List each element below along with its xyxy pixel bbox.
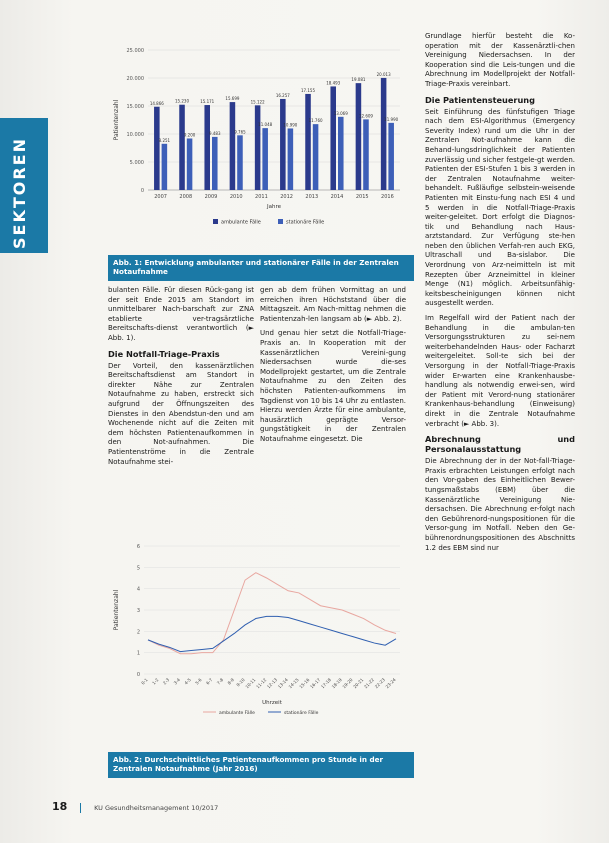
paragraph: Grundlage hierfür besteht die Ko-operation mit der Kassenärztli-chen Vereinigung Niedersachsen. In der Kooperation sind die Leis-tungen und die Abrechnung im Modellprojekt der Notfall-Triage-Praxis vereinbart. [425, 32, 575, 88]
bar-value-label: 9.200 [183, 132, 196, 138]
x-axis-label: Jahre [266, 204, 282, 210]
x-tick-label: 9-10 [235, 677, 246, 688]
bar-value-label: 11.048 [258, 122, 273, 128]
bar-value-label: 15.122 [250, 99, 265, 105]
bar-value-label: 19.081 [351, 77, 366, 83]
bar-value-label: 13.069 [333, 110, 348, 116]
bar-value-label: 8.251 [158, 137, 171, 143]
paragraph: Die Abrechnung der in der Not-fall-Triage-Praxis erbrachten Leistungen erfolgt nach den Vor-gaben des Einheitlichen Bewer-tungsmaßstabs (EBM) über die Kassenärztliche Vereinigung Nie-dersachsen. Die Abrechnung er-folgt nach den Gebührenord-nungspositionen für die Versor-gung im Notfall. Neben den Ge-bührenordnungspositionen des Abschnitts 1.2 des EBM sind nur [425, 457, 575, 552]
x-tick-label: 14-15 [287, 677, 300, 690]
bar-chart-figure-1 [108, 38, 408, 248]
paragraph: Seit Einführung des fünfstufigen Triage nach dem ESI-Algorithmus (Emergency Severity Index) rund um die Uhr in der Zentralen Not-aufnahme kann die Behand-lungsdringlichkeit der Patienten zuverlässig und sicher festgele-gt werden. Patienten der ESI-Stufen 1 bis 3 werden in der Zentralen Notaufnahme weiter-behandelt. Fußläufige selbstein-weisende Patienten mit Einstu-fung nach ESI 4 und 5 werden in die Notfall-Triage-Praxis weiter-geleitet. Dort erfolgt die Diagnos-tik und Behandlung nach Haus-arztstandard. Zur Verfügung ste-hen neben den üblichen Verfah-ren auch EKG, Ultraschall und Ba-sislabor. Die Verordnung von Arz-neimitteln ist mit Rezepten über Arzneimittel in kleiner Menge (N1) möglich. Arbeitsunfähig-keitsbescheinigungen können nicht ausgestellt werden. [425, 107, 575, 308]
bar-stationaer [363, 119, 369, 190]
x-tick-label: 3-4 [172, 677, 182, 686]
bar-value-label: 15.171 [200, 99, 215, 105]
x-tick-label: 2-3 [161, 677, 171, 686]
x-tick-label: 10-11 [244, 677, 257, 690]
page-footer [52, 800, 218, 813]
x-tick-label: 2012 [280, 194, 293, 200]
legend-label: ambulante Fälle [219, 711, 255, 716]
bar-stationaer [187, 138, 193, 190]
x-tick-label: 22-23 [373, 677, 386, 690]
x-tick-label: 2016 [381, 194, 394, 200]
figure-2-caption: Abb. 2: Durchschnittliches Patientenaufkommen pro Stunde in der Zentralen Notaufnahme (Jahr 2016) [108, 752, 414, 778]
y-tick-label: 0 [136, 672, 140, 678]
bar-value-label: 14.866 [149, 100, 164, 106]
bar-value-label: 10.990 [283, 122, 298, 128]
x-tick-label: 15-16 [298, 677, 311, 690]
publication-name: KU Gesundheitsmanagement 10/2017 [94, 804, 219, 812]
text-column-c [425, 32, 575, 558]
x-tick-label: 2010 [229, 194, 243, 200]
x-tick-label: 12-13 [265, 677, 279, 690]
bar-ambulant [330, 86, 336, 190]
x-tick-label: 0-1 [140, 677, 149, 686]
bar-stationaer [212, 137, 218, 190]
bar-ambulant [280, 99, 286, 190]
x-tick-label: 4-5 [183, 677, 192, 686]
x-tick-label: 5-6 [194, 677, 203, 686]
bar-value-label: 17.155 [301, 87, 316, 93]
x-tick-label: 20-21 [352, 677, 365, 690]
bar-value-label: 9.765 [234, 129, 246, 135]
section-heading: Abrechnung und Personalausstattung [425, 434, 575, 455]
legend-swatch-ambulant [213, 219, 218, 224]
bar-stationaer [262, 128, 268, 190]
bar-stationaer [288, 128, 294, 190]
x-tick-label: 2013 [305, 194, 319, 200]
y-tick-label: 1 [136, 650, 140, 657]
x-tick-label: 6-7 [205, 677, 214, 686]
paragraph: Im Regelfall wird der Patient nach der Behandlung in die ambulan-ten Versorgungsstrukturen zu sei-nem weiterbehandelnden Haus- oder Facharzt weitergeleitet. Soll-te sich bei der Versorgung in der Notfall-Triage-Praxis wider Er-warten eine Krankenhausbe-handlung als notwendig erwei-sen, wird der Patient mit Verord-nung stationärer Krankenhaus-behandlung (Einweisung) direkt in die Zentrale Notaufnahme verbracht (► Abb. 3). [425, 314, 575, 428]
section-heading: Die Patientensteuerung [425, 94, 535, 105]
x-tick-label: 17-18 [319, 677, 333, 690]
x-tick-label: 18-19 [330, 677, 343, 690]
paragraph: gen ab dem frühen Vormittag an und erreichen ihren Höchststand über die Mittagszeit. Am Nach-mittag nehmen die Patientenzah-len langsam ab (► Abb. 2). [260, 286, 406, 323]
x-tick-label: 21-22 [362, 677, 376, 690]
y-axis-label: Patientenzahl [113, 589, 120, 631]
x-tick-label: 2008 [179, 194, 193, 200]
x-tick-label: 11-12 [255, 677, 268, 690]
x-tick-label: 2014 [330, 194, 344, 200]
section-label: SEKTOREN [10, 136, 29, 249]
bar-ambulant [305, 94, 311, 190]
y-axis-label: Patientenzahl [113, 99, 120, 141]
bar-ambulant [179, 105, 185, 190]
x-axis-label: Uhrzeit [262, 700, 282, 706]
x-tick-label: 23-24 [384, 677, 397, 690]
bar-ambulant [356, 83, 362, 190]
x-tick-label: 2015 [355, 194, 369, 200]
y-tick-label: 2 [136, 629, 140, 636]
line-series [148, 616, 396, 651]
bar-value-label: 12.609 [358, 113, 373, 119]
bar-value-label: 16.257 [275, 92, 290, 98]
figure-1-caption: Abb. 1: Entwicklung ambulanter und stationärer Fälle in der Zentralen Notaufnahme [108, 255, 414, 281]
legend-swatch-stationaer [278, 219, 283, 224]
bar-stationaer [338, 117, 344, 190]
y-tick-label: 15.000 [126, 104, 144, 110]
text-column-a [108, 286, 254, 472]
bar-value-label: 11.990 [384, 116, 399, 122]
paragraph: Und genau hier setzt die Notfall-Triage-Praxis an. In Kooperation mit der Kassenärztlichen Vereini-gung Niedersachsen wurde die-ses Modellprojekt gestartet, um die Zentrale Notaufnahme zu den Zeiten des höchsten Patienten-aufkommens im Tagdienst von 10 bis 14 Uhr zu entlasten. Hierzu werden Ärzte für eine ambulante, hausärztlich geprägte Versor-gungstätigkeit in der Zentralen Notaufnahme eingesetzt. Die [260, 329, 406, 443]
bar-value-label: 9.483 [209, 130, 221, 136]
bar-stationaer [162, 144, 168, 190]
paragraph: bulanten Fälle. Für diesen Rück-gang ist der seit Ende 2015 am Standort im unmittelbarer Nach-barschaft zur ZNA etablierte ver-tragsärztliche Bereitschafts-dienst verantwortlich (► Abb. 1). [108, 286, 254, 342]
x-tick-label: 2011 [255, 194, 268, 200]
x-tick-label: 13-14 [276, 677, 289, 690]
bar-stationaer [388, 123, 394, 190]
bar-value-label: 15.699 [225, 96, 240, 102]
bar-value-label: 15.230 [175, 98, 190, 104]
text-column-b [260, 286, 406, 450]
y-tick-label: 25.000 [126, 48, 144, 54]
bar-ambulant [381, 78, 387, 190]
legend-label: stationäre Fälle [286, 219, 325, 226]
y-tick-label: 0 [140, 188, 144, 194]
x-tick-label: 7-8 [215, 677, 225, 686]
bar-value-label: 18.493 [326, 80, 341, 86]
bar-stationaer [237, 135, 243, 190]
y-tick-label: 10.000 [126, 132, 144, 138]
y-tick-label: 5 [136, 565, 140, 572]
bar-stationaer [313, 124, 319, 190]
x-tick-label: 2007 [154, 194, 167, 200]
bar-ambulant [230, 102, 236, 190]
paragraph: Der Vorteil, den kassenärztlichen Bereitschaftsdienst am Standort in direkter Nähe zur Zentralen Notaufnahme zu haben, erstreckt sich aufgrund der Öffnungszeiten des Dienstes in den Abendstun-den und am Wochenende nicht auf die Zeiten mit dem höchsten Patientenaufkommen in den Not-aufnahmen. Die Patientenströme in die Zentrale Notaufnahme stei- [108, 361, 254, 466]
line-series [148, 573, 396, 654]
footer-divider [80, 803, 81, 813]
x-tick-label: 2009 [204, 194, 218, 200]
y-tick-label: 6 [136, 544, 140, 550]
bar-value-label: 11.760 [308, 118, 323, 124]
y-tick-label: 4 [136, 586, 140, 593]
x-tick-label: 8-9 [226, 677, 235, 686]
x-tick-label: 16-17 [309, 677, 322, 690]
bar-value-label: 20.013 [376, 71, 391, 77]
section-heading: Die Notfall-Triage-Praxis [108, 348, 220, 359]
bar-ambulant [255, 105, 261, 190]
line-chart-figure-2 [108, 534, 408, 748]
bar-ambulant [204, 105, 210, 190]
y-tick-label: 3 [136, 608, 140, 614]
x-tick-label: 1-2 [151, 677, 160, 686]
x-tick-label: 19-20 [341, 677, 354, 690]
bar-ambulant [154, 107, 160, 190]
y-tick-label: 20.000 [126, 76, 144, 82]
page-number: 18 [52, 800, 68, 813]
legend-label: stationäre Fälle [284, 711, 319, 716]
legend-label: ambulante Fälle [221, 219, 261, 226]
y-tick-label: 5.000 [129, 160, 144, 166]
